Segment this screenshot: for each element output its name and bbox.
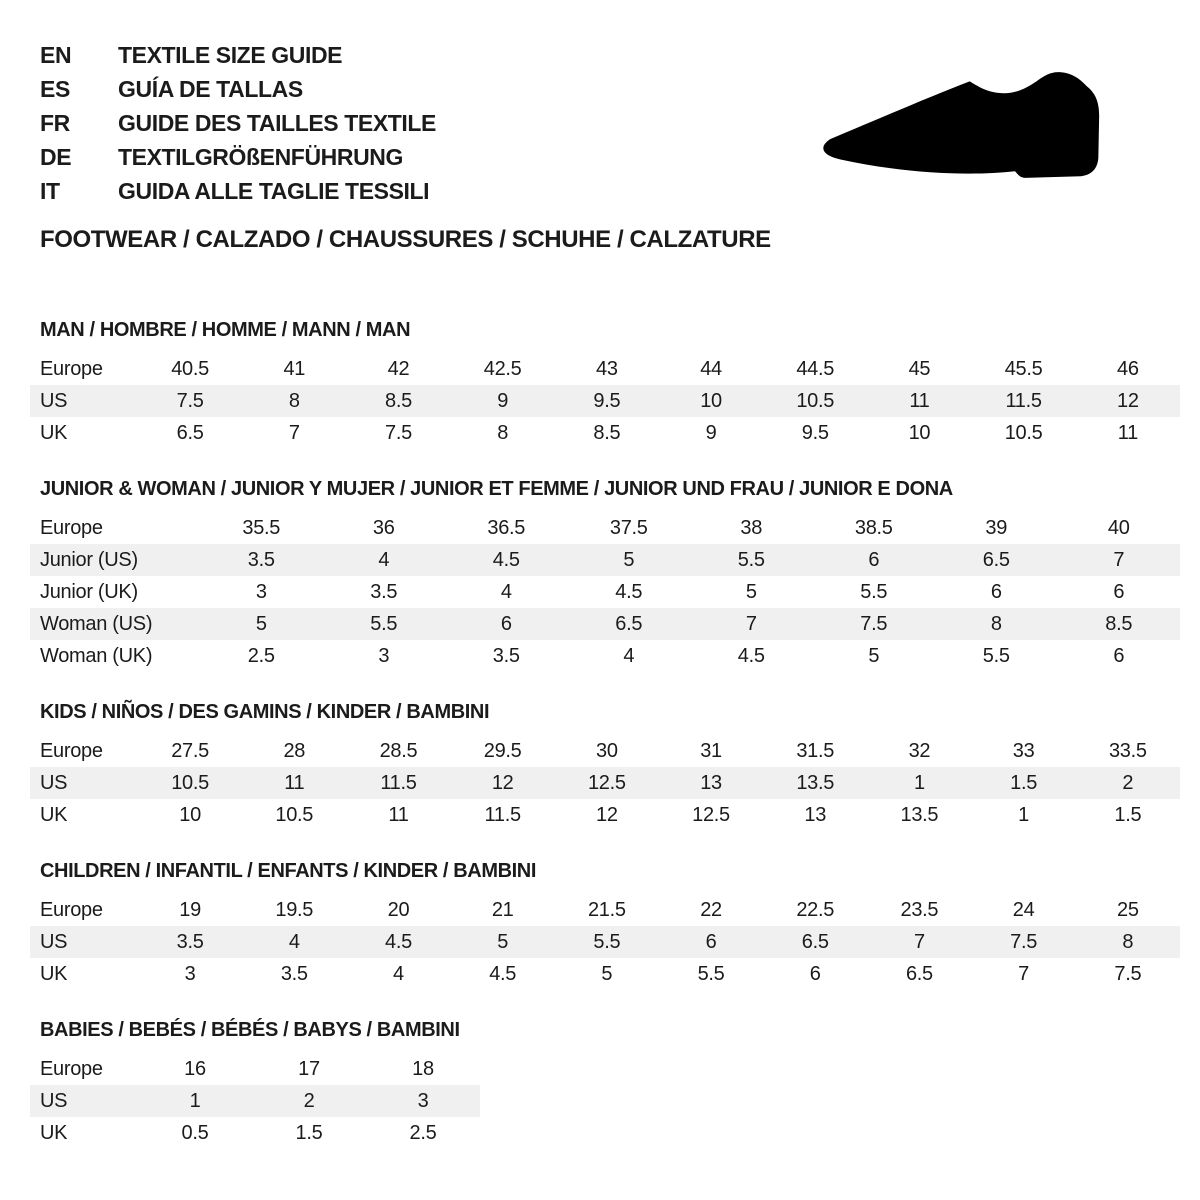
- size-value: 40.5: [171, 357, 209, 380]
- size-table-section: [30, 861, 1200, 990]
- size-value: 16: [184, 1057, 206, 1080]
- size-value: 4.5: [492, 548, 520, 571]
- row-label: Europe: [40, 357, 103, 380]
- size-value: 3: [417, 1089, 429, 1112]
- size-value: 5.5: [593, 930, 621, 953]
- table-row: [30, 417, 1180, 449]
- size-value: 10.5: [796, 389, 835, 412]
- size-value: 23.5: [900, 898, 939, 921]
- table-header-row: [30, 1053, 480, 1085]
- size-value: 9: [705, 421, 717, 444]
- size-value: 0.5: [181, 1121, 209, 1144]
- language-guide-title: GUÍA DE TALLAS: [118, 76, 303, 102]
- size-value: 8.5: [1105, 612, 1133, 635]
- size-value: 10.5: [1004, 421, 1043, 444]
- size-value: 10: [908, 421, 931, 444]
- size-value: 7.5: [860, 612, 888, 635]
- table-row: [30, 799, 1180, 831]
- size-value: 6.5: [801, 930, 829, 953]
- size-value: 5: [497, 930, 509, 953]
- size-value: 45.5: [1004, 357, 1043, 380]
- size-value: 20: [387, 898, 410, 921]
- size-table-section: [30, 479, 1200, 672]
- size-value: 6: [705, 930, 717, 953]
- size-value: 12: [491, 771, 514, 794]
- size-value: 1.5: [1114, 803, 1142, 826]
- row-label: Woman (US): [40, 612, 153, 635]
- size-value: 1: [913, 771, 925, 794]
- size-value: 7: [1113, 548, 1125, 571]
- size-value: 3: [184, 962, 196, 985]
- table-row: [30, 1085, 480, 1117]
- size-value: 5: [868, 644, 880, 667]
- row-label: Junior (US): [40, 548, 138, 571]
- size-table: [30, 894, 1180, 990]
- size-value: 11: [1117, 421, 1138, 444]
- size-value: 4.5: [615, 580, 643, 603]
- size-value: 5: [601, 962, 613, 985]
- size-value: 10: [700, 389, 722, 412]
- size-value: 30: [596, 739, 618, 762]
- size-value: 21: [491, 898, 514, 921]
- size-value: 3: [255, 580, 267, 603]
- size-value: 12: [1117, 389, 1139, 412]
- size-table-section: [30, 702, 1200, 831]
- table-header-row: [30, 512, 1180, 544]
- size-value: 7.5: [1010, 930, 1038, 953]
- size-value: 17: [298, 1057, 320, 1080]
- size-value: 1.5: [1010, 771, 1038, 794]
- size-value: 5.5: [860, 580, 888, 603]
- row-label: Europe: [40, 898, 103, 921]
- size-table-section: [30, 320, 1200, 449]
- row-label: Europe: [40, 1057, 103, 1080]
- section-title: JUNIOR & WOMAN / JUNIOR Y MUJER / JUNIOR ET FEMME / JUNIOR UND FRAU / JUNIOR E DONA: [40, 478, 953, 500]
- size-value: 3.5: [370, 580, 398, 603]
- size-value: 44.5: [796, 357, 835, 380]
- size-value: 9.5: [593, 389, 621, 412]
- size-value: 45: [908, 357, 931, 380]
- size-value: 4: [378, 548, 390, 571]
- size-value: 32: [908, 739, 931, 762]
- language-guide-title: GUIDE DES TAILLES TEXTILE: [118, 110, 436, 136]
- row-label: US: [40, 389, 68, 412]
- language-code: DE: [40, 144, 72, 170]
- row-label: UK: [40, 803, 68, 826]
- language-code: IT: [40, 178, 60, 204]
- size-value: 46: [1117, 357, 1139, 380]
- size-value: 6: [1113, 644, 1125, 667]
- size-value: 28: [283, 739, 306, 762]
- size-value: 8: [497, 421, 509, 444]
- size-value: 8.5: [385, 389, 412, 412]
- shoe-icon: [798, 50, 1166, 215]
- size-value: 38: [740, 516, 763, 539]
- size-value: 24: [1012, 898, 1035, 921]
- size-value: 7.5: [176, 389, 204, 412]
- size-value: 3: [378, 644, 390, 667]
- language-code: EN: [40, 42, 72, 68]
- size-value: 42: [387, 357, 410, 380]
- size-value: 7.5: [1114, 962, 1142, 985]
- size-value: 19: [179, 898, 201, 921]
- size-value: 18: [412, 1057, 434, 1080]
- size-value: 2: [1122, 771, 1134, 794]
- size-value: 2: [303, 1089, 315, 1112]
- size-value: 42.5: [483, 357, 522, 380]
- size-value: 37.5: [609, 516, 648, 539]
- size-value: 5: [745, 580, 757, 603]
- size-value: 11.5: [380, 771, 417, 794]
- size-value: 27.5: [171, 739, 209, 762]
- size-value: 11.5: [484, 803, 521, 826]
- table-header-row: [30, 894, 1180, 926]
- size-value: 38.5: [854, 516, 893, 539]
- size-value: 7: [288, 421, 300, 444]
- size-value: 8: [288, 389, 300, 412]
- size-value: 3.5: [247, 548, 275, 571]
- size-value: 1.5: [295, 1121, 323, 1144]
- table-row: [30, 1117, 480, 1149]
- size-value: 12.5: [587, 771, 626, 794]
- size-value: 5.5: [370, 612, 398, 635]
- table-row: [30, 767, 1180, 799]
- language-guide-title: TEXTILGRÖßENFÜHRUNG: [118, 144, 403, 170]
- size-value: 4: [393, 962, 404, 985]
- size-value: 12.5: [692, 803, 730, 826]
- size-value: 13.5: [796, 771, 835, 794]
- section-title: MAN / HOMBRE / HOMME / MANN / MAN: [40, 319, 411, 341]
- size-value: 4: [500, 580, 512, 603]
- row-label: UK: [40, 962, 68, 985]
- size-value: 6: [868, 548, 880, 571]
- row-label: Woman (UK): [40, 644, 153, 667]
- table-row: [30, 958, 1180, 990]
- size-value: 9.5: [801, 421, 829, 444]
- section-title: KIDS / NIÑOS / DES GAMINS / KINDER / BAMBINI: [40, 701, 490, 723]
- size-value: 43: [596, 357, 618, 380]
- row-label: US: [40, 930, 68, 953]
- table-header-row: [30, 735, 1180, 767]
- size-value: 6: [990, 580, 1002, 603]
- size-value: 11: [284, 771, 305, 794]
- size-value: 5.5: [982, 644, 1010, 667]
- category-line: FOOTWEAR / CALZADO / CHAUSSURES / SCHUHE / CALZATURE: [40, 226, 771, 253]
- size-value: 4.5: [489, 962, 517, 985]
- size-value: 36.5: [487, 516, 526, 539]
- size-value: 6.5: [176, 421, 204, 444]
- language-guide-title: GUIDA ALLE TAGLIE TESSILI: [118, 178, 430, 204]
- size-value: 8: [990, 612, 1002, 635]
- size-value: 7.5: [385, 421, 412, 444]
- size-value: 31.5: [796, 739, 835, 762]
- size-value: 28.5: [379, 739, 418, 762]
- size-value: 7: [1018, 962, 1029, 985]
- row-label: Europe: [40, 739, 103, 762]
- size-value: 4: [623, 644, 635, 667]
- size-value: 13: [700, 771, 722, 794]
- size-value: 35.5: [242, 516, 281, 539]
- size-value: 3.5: [492, 644, 520, 667]
- tables-container: [30, 320, 1200, 1149]
- size-value: 10.5: [171, 771, 209, 794]
- size-value: 36: [372, 516, 395, 539]
- table-row: [30, 640, 1180, 672]
- size-value: 7: [745, 612, 757, 635]
- size-value: 1: [1018, 803, 1029, 826]
- table-row: [30, 608, 1180, 640]
- size-value: 10: [179, 803, 201, 826]
- size-value: 33.5: [1108, 739, 1147, 762]
- size-value: 10.5: [275, 803, 314, 826]
- size-table-section: [30, 1020, 1200, 1149]
- row-label: US: [40, 1089, 68, 1112]
- size-table: [30, 735, 1180, 831]
- size-table: [30, 353, 1180, 449]
- table-row: [30, 385, 1180, 417]
- size-table: [30, 512, 1180, 672]
- size-value: 11: [909, 389, 930, 412]
- size-value: 2.5: [409, 1121, 437, 1144]
- row-label: US: [40, 771, 68, 794]
- table-row: [30, 544, 1180, 576]
- size-value: 21.5: [587, 898, 626, 921]
- size-value: 29.5: [483, 739, 522, 762]
- size-value: 39: [985, 516, 1008, 539]
- size-value: 41: [283, 357, 306, 380]
- size-value: 33: [1012, 739, 1035, 762]
- size-value: 4: [288, 930, 300, 953]
- size-value: 11.5: [1005, 389, 1042, 412]
- row-label: Europe: [40, 516, 103, 539]
- size-value: 1: [189, 1089, 201, 1112]
- size-value: 31: [700, 739, 722, 762]
- size-value: 44: [700, 357, 722, 380]
- size-value: 2.5: [247, 644, 275, 667]
- size-value: 13.5: [900, 803, 939, 826]
- size-value: 6.5: [905, 962, 933, 985]
- size-value: 8.5: [593, 421, 621, 444]
- table-row: [30, 576, 1180, 608]
- size-value: 11: [388, 803, 409, 826]
- table-row: [30, 926, 1180, 958]
- size-value: 19.5: [275, 898, 314, 921]
- language-code: FR: [40, 110, 70, 136]
- row-label: UK: [40, 1121, 68, 1144]
- size-value: 6.5: [615, 612, 643, 635]
- size-value: 7: [913, 930, 925, 953]
- size-value: 5: [623, 548, 635, 571]
- size-value: 4.5: [385, 930, 412, 953]
- language-code: ES: [40, 76, 70, 102]
- table-header-row: [30, 353, 1180, 385]
- size-value: 13: [804, 803, 827, 826]
- section-title: CHILDREN / INFANTIL / ENFANTS / KINDER / BAMBINI: [40, 860, 536, 882]
- row-label: Junior (UK): [40, 580, 138, 603]
- section-title: BABIES / BEBÉS / BÉBÉS / BABYS / BAMBINI: [40, 1019, 460, 1041]
- size-value: 25: [1117, 898, 1139, 921]
- size-value: 6: [809, 962, 821, 985]
- size-value: 3.5: [176, 930, 204, 953]
- size-value: 40: [1107, 516, 1130, 539]
- size-value: 22: [700, 898, 722, 921]
- row-label: UK: [40, 421, 68, 444]
- size-value: 12: [596, 803, 618, 826]
- size-value: 6.5: [982, 548, 1010, 571]
- size-value: 8: [1122, 930, 1134, 953]
- size-value: 4.5: [737, 644, 765, 667]
- size-table: [30, 1053, 480, 1149]
- size-value: 3.5: [280, 962, 308, 985]
- size-value: 5: [255, 612, 267, 635]
- size-value: 6: [1113, 580, 1125, 603]
- size-value: 9: [497, 389, 509, 412]
- language-guide-title: TEXTILE SIZE GUIDE: [118, 42, 343, 68]
- size-value: 6: [500, 612, 512, 635]
- size-value: 5.5: [737, 548, 765, 571]
- size-value: 22.5: [796, 898, 835, 921]
- size-value: 5.5: [697, 962, 725, 985]
